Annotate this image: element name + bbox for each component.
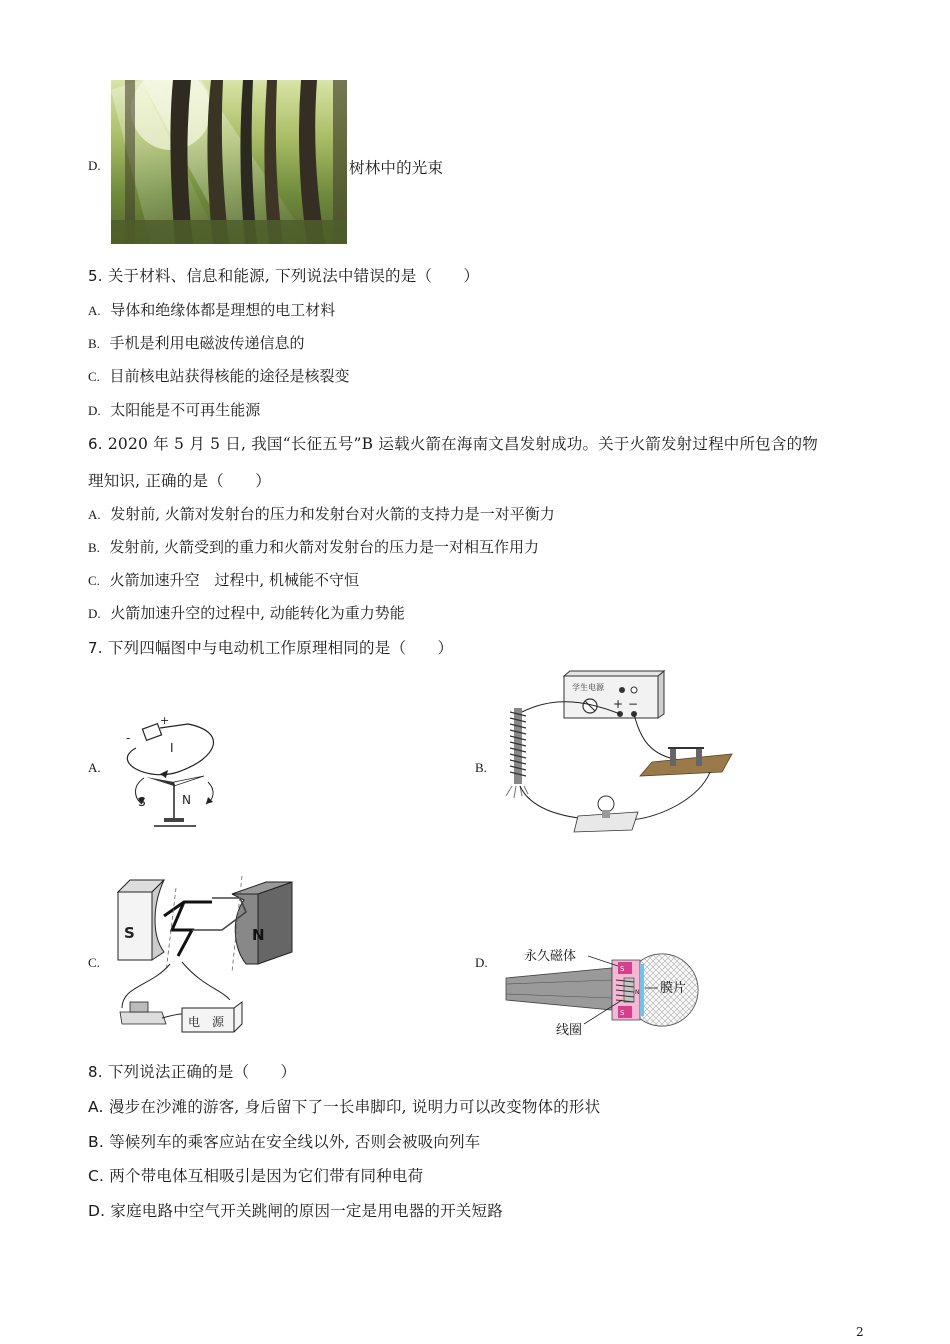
question-5-number: 5. xyxy=(88,267,103,285)
q6-option-d xyxy=(88,602,405,623)
question-7-text: 下列四幅图中与电动机工作原理相同的是（ ） xyxy=(107,639,454,657)
q7-figure-c-letter: C. xyxy=(88,955,100,970)
q6-option-b-letter: B. xyxy=(88,540,100,555)
q5-option-d-text: 太阳能是不可再生能源 xyxy=(110,401,261,419)
figure-d-n: N xyxy=(635,989,640,996)
q7-figure-d-microphone xyxy=(500,940,705,1040)
q4-option-d-letter: D. xyxy=(88,158,101,173)
question-8-text: 下列说法正确的是（ ） xyxy=(107,1063,297,1081)
q8-option-a-letter: A. xyxy=(88,1098,104,1116)
q6-option-d-text: 火箭加速升空的过程中, 动能转化为重力势能 xyxy=(110,604,405,622)
question-6-number: 6. xyxy=(88,435,103,453)
figure-b-power-title: 学生电源 xyxy=(572,683,604,692)
q5-option-d xyxy=(88,399,260,420)
q5-option-c xyxy=(88,365,349,386)
q4-option-d-caption: 树林中的光束 xyxy=(349,159,444,177)
question-6-stem-line2: 理知识, 正确的是（ ） xyxy=(88,472,271,490)
q6-option-c-letter: C. xyxy=(88,573,100,588)
figure-b-plus: + xyxy=(613,697,624,711)
figure-a-south: S xyxy=(138,795,146,809)
question-7-number: 7. xyxy=(88,639,103,657)
q5-option-c-letter: C. xyxy=(88,369,100,384)
q7-figure-a-letter: A. xyxy=(88,760,101,775)
q5-option-a xyxy=(88,299,335,320)
q7-figure-b-electromagnet xyxy=(500,668,735,836)
question-6-text-line1: 2020 年 5 月 5 日, 我国“长征五号”B 运载火箭在海南文昌发射成功。关于火箭发射过程中所包含的物 xyxy=(107,435,818,453)
q6-option-b-text: 发射前, 火箭受到的重力和火箭对发射台的压力是一对相互作用力 xyxy=(109,538,540,556)
question-8-stem xyxy=(88,1060,296,1082)
q8-option-b-letter: B. xyxy=(88,1133,104,1151)
forest-light-photo xyxy=(111,80,347,244)
q8-option-b-text: 等候列车的乘客应站在安全线以外, 否则会被吸向列车 xyxy=(109,1133,481,1151)
question-7-stem xyxy=(88,636,453,658)
q7-figure-d-letter: D. xyxy=(475,955,488,970)
q6-option-d-letter: D. xyxy=(88,606,101,621)
figure-c-south: S xyxy=(124,924,135,942)
q8-option-c-letter: C. xyxy=(88,1167,105,1185)
figure-c-north: N xyxy=(252,926,265,944)
q8-option-d-letter: D. xyxy=(88,1202,106,1220)
q5-option-d-letter: D. xyxy=(88,403,101,418)
figure-d-s-top: S xyxy=(620,965,625,973)
question-8-number: 8. xyxy=(88,1063,103,1081)
page-number: 2 xyxy=(856,1325,864,1339)
q6-option-b xyxy=(88,536,539,557)
figure-a-plus: + xyxy=(160,714,170,727)
question-5-stem xyxy=(88,264,479,286)
q8-option-a xyxy=(88,1095,600,1117)
figure-d-s-bottom: S xyxy=(620,1009,625,1017)
q6-option-a xyxy=(88,503,555,524)
q5-option-c-text: 目前核电站获得核能的途径是核裂变 xyxy=(109,367,350,385)
q7-figure-b-letter: B. xyxy=(475,760,487,775)
q7-figure-a-oersted xyxy=(118,712,228,832)
q6-option-c xyxy=(88,569,359,590)
figure-d-magnet-label: 永久磁体 xyxy=(524,949,577,964)
figure-a-minus: - xyxy=(126,731,131,745)
figure-c-power: 电 源 xyxy=(188,1015,225,1029)
figure-d-diaphragm-label: 膜片 xyxy=(660,981,687,996)
figure-a-current: I xyxy=(170,741,174,755)
q8-option-d-text: 家庭电路中空气开关跳闸的原因一定是用电器的开关短路 xyxy=(110,1202,503,1220)
q5-option-a-text: 导体和绝缘体都是理想的电工材料 xyxy=(110,301,336,319)
q6-option-c-text: 火箭加速升空 过程中, 机械能不守恒 xyxy=(109,571,360,589)
q5-option-a-letter: A. xyxy=(88,303,101,318)
q7-figure-c-motor xyxy=(112,876,298,1038)
q8-option-a-text: 漫步在沙滩的游客, 身后留下了一长串脚印, 说明力可以改变物体的形状 xyxy=(108,1098,601,1116)
q8-option-d xyxy=(88,1199,503,1221)
q8-option-c-text: 两个带电体互相吸引是因为它们带有同种电荷 xyxy=(109,1167,424,1185)
q6-option-a-text: 发射前, 火箭对发射台的压力和发射台对火箭的支持力是一对平衡力 xyxy=(110,505,555,523)
q5-option-b-letter: B. xyxy=(88,336,100,351)
figure-a-north: N xyxy=(182,793,191,807)
q5-option-b-text: 手机是利用电磁波传递信息的 xyxy=(109,334,305,352)
q6-option-a-letter: A. xyxy=(88,507,101,522)
q5-option-b xyxy=(88,332,304,353)
q8-option-c xyxy=(88,1164,423,1186)
figure-b-minus: − xyxy=(628,697,639,711)
question-5-text: 关于材料、信息和能源, 下列说法中错误的是（ ） xyxy=(107,267,480,285)
figure-d-coil-label: 线圈 xyxy=(556,1023,583,1038)
q8-option-b xyxy=(88,1130,480,1152)
question-6-stem-line1 xyxy=(88,432,818,454)
